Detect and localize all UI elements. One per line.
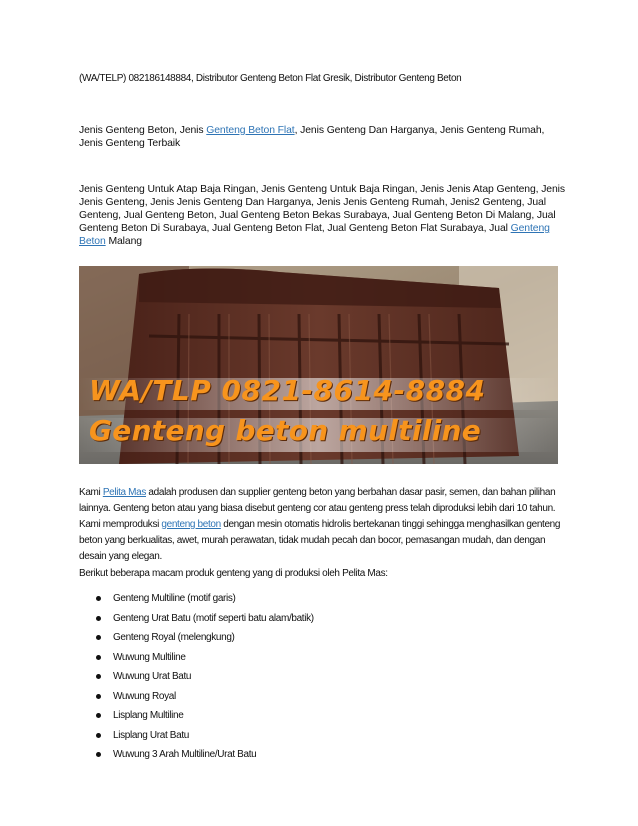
product-list-intro: Berikut beberapa macam produk genteng yang di produksi oleh Pelita Mas:: [79, 568, 388, 579]
keywords-text-pre: Jenis Genteng Untuk Atap Baja Ringan, Jenis Genteng Untuk Baja Ringan, Jenis Jenis Atap Genteng, Jenis Jenis Genteng, Jenis Jenis Genteng Dan Harganya, Jenis Jenis Genteng Rumah, Jenis2 Genteng, Jual Genteng, Jual Genteng Beton, Jual Genteng Beton Bekas Surabaya, Jual Genteng Beton Di Malang, Jual Genteng Beton Di Surabaya, Jual Genteng Beton Flat, Jual Genteng Beton Flat Surabaya, Jual: [79, 184, 565, 234]
list-item: [96, 648, 314, 668]
list-item: [96, 667, 314, 687]
intro-paragraph: [79, 124, 569, 150]
list-item-label: Lisplang Multiline: [113, 710, 184, 721]
list-item-label: Wuwung Multiline: [113, 651, 186, 663]
list-item: [96, 589, 314, 609]
bullet-icon: [96, 694, 101, 699]
link-pelita-mas[interactable]: Pelita Mas: [102, 487, 146, 498]
bullet-icon: [96, 596, 101, 601]
intro-text-pre: Jenis Genteng Beton, Jenis: [79, 125, 207, 136]
company-text-pre: Kami: [79, 487, 103, 498]
list-item-label: Genteng Urat Batu (motif seperti batu alam/batik): [113, 612, 314, 624]
product-list: [96, 589, 314, 765]
bullet-icon: [96, 713, 101, 718]
list-item: [96, 726, 314, 746]
company-text-mid: adalah produsen dan supplier genteng beton yang berbahan dasar pasir, semen, dan bahan pilihan lainnya. Genteng beton atau yang biasa disebut genteng cor atau genteng press telah diproduksi lebih dari 10 tahun. Kami memproduksi: [79, 487, 556, 530]
list-item-label: Lisplang Urat Batu: [113, 729, 189, 741]
list-item: [96, 687, 314, 707]
bullet-icon: [96, 674, 101, 679]
keywords-text-post: Malang: [105, 236, 142, 247]
link-genteng-beton-flat[interactable]: Genteng Beton Flat: [206, 125, 295, 136]
company-text-post: dengan mesin otomatis hidrolis bertekanan tinggi sehingga menghasilkan genteng beton yang berkualitas, awet, murah perawatan, tidak mudah pecah dan bocor, pemasangan mudah, dan dengan desain yang elegan.: [79, 519, 561, 562]
list-item-label: Genteng Royal (melengkung): [113, 632, 235, 643]
bullet-icon: [96, 635, 101, 640]
list-item: [96, 609, 314, 629]
hero-product-text: Genteng beton multiline: [89, 414, 482, 447]
link-genteng-beton[interactable]: Genteng Beton: [79, 223, 550, 247]
hero-phone-text: WA/TLP 0821-8614-8884: [89, 374, 486, 407]
keywords-paragraph: [79, 183, 569, 248]
bullet-icon: [96, 733, 101, 738]
bullet-icon: [96, 752, 101, 757]
list-item-label: Wuwung 3 Arah Multiline/Urat Batu: [113, 749, 257, 760]
link-genteng-beton-2[interactable]: genteng beton: [161, 519, 221, 530]
list-item: [96, 745, 314, 765]
list-item: [96, 706, 314, 726]
list-item: [96, 628, 314, 648]
intro-text-post: , Jenis Genteng Dan Harganya, Jenis Genteng Rumah, Jenis Genteng Terbaik: [79, 125, 545, 149]
list-item-label: Wuwung Royal: [113, 690, 176, 702]
company-paragraph: [79, 485, 567, 565]
list-item-label: Wuwung Urat Batu: [113, 671, 192, 682]
document-heading: (WA/TELP) 082186148884, Distributor Genteng Beton Flat Gresik, Distributor Genteng Beton: [79, 73, 462, 84]
list-item-label: Genteng Multiline (motif garis): [113, 593, 236, 604]
bullet-icon: [96, 616, 101, 621]
bullet-icon: [96, 655, 101, 660]
product-photo: [79, 266, 558, 464]
